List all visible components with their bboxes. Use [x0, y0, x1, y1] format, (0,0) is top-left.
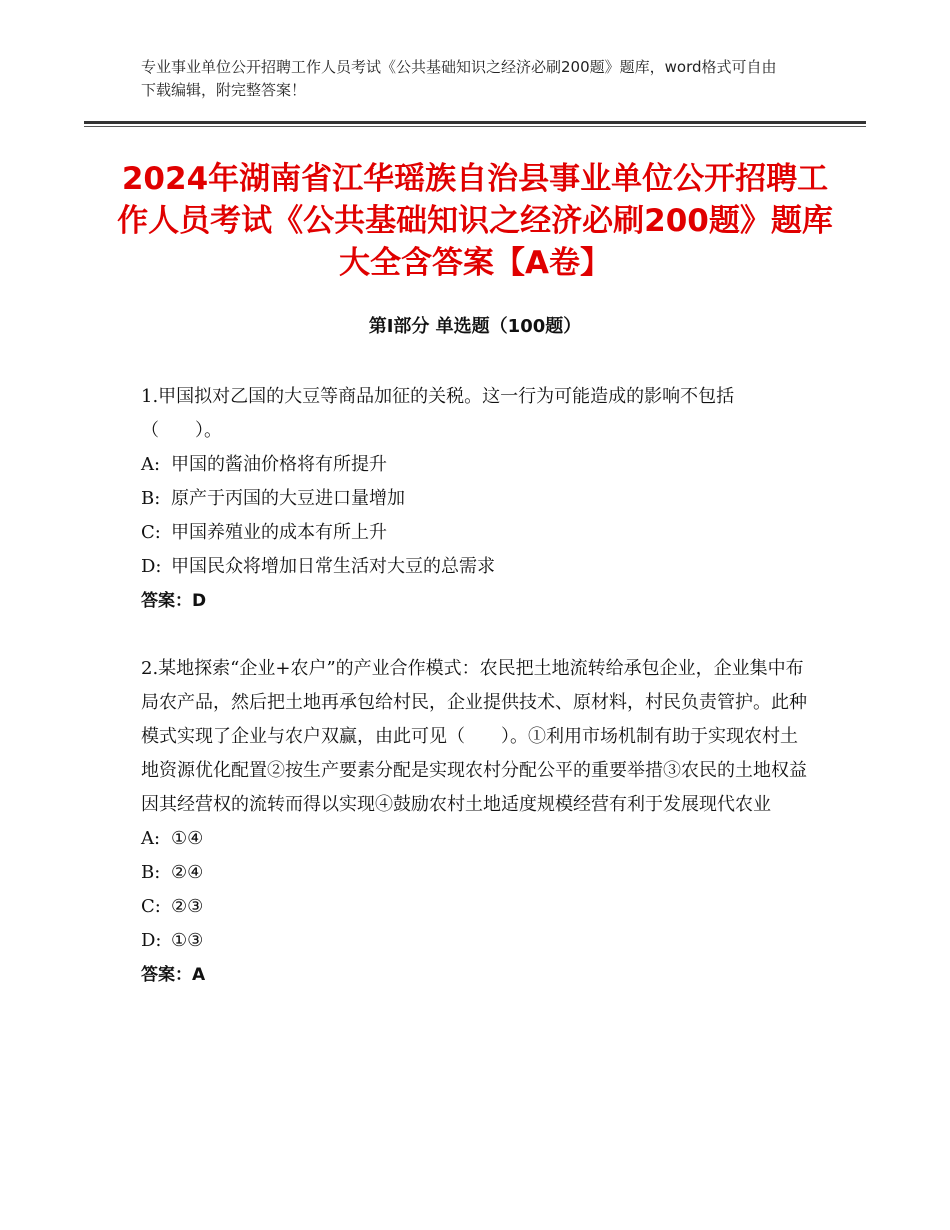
header-rule-thin: [84, 126, 866, 127]
question-2: [141, 652, 809, 992]
option-text: ①③: [171, 930, 204, 951]
question-stem: 1.甲国拟对乙国的大豆等商品加征的关税。这一行为可能造成的影响不包括（ ）。: [141, 386, 735, 441]
option-text: ②④: [171, 862, 204, 883]
question-1: [141, 380, 809, 618]
header-note: 专业事业单位公开招聘工作人员考试《公共基础知识之经济必刷200题》题库，word格式可自由下载编辑，附完整答案！: [141, 58, 777, 99]
option-c: [141, 516, 809, 550]
document-title: 2024年湖南省江华瑶族自治县事业单位公开招聘工作人员考试《公共基础知识之经济必刷200题》题库大全含答案【A卷】: [117, 161, 833, 281]
option-letter: D:: [141, 556, 162, 577]
option-text: 原产于丙国的大豆进口量增加: [171, 488, 405, 509]
option-b: [141, 482, 809, 516]
question-stem: 2.某地探索“企业+农户”的产业合作模式：农民把土地流转给承包企业，企业集中布局农产品，然后把土地再承包给村民，企业提供技术、原材料，村民负责管护。此种模式实现了企业与农户双赢，由此可见（ ）。①利用市场机制有助于实现农村土地资源优化配置②按生产要素分配是实现农村分配公平的重要举措③农民的土地权益因其经营权的流转而得以实现④鼓励农村土地适度规模经营有利于发展现代农业: [141, 658, 807, 815]
option-letter: C:: [141, 896, 161, 917]
option-b: [141, 856, 809, 890]
option-letter: C:: [141, 522, 161, 543]
option-text: ②③: [171, 896, 204, 917]
option-d: [141, 550, 809, 584]
option-letter: D:: [141, 930, 162, 951]
option-a: [141, 822, 809, 856]
answer-line: 答案：A: [141, 965, 206, 985]
section-heading: 第Ⅰ部分 单选题（100题）: [368, 316, 582, 337]
option-c: [141, 890, 809, 924]
option-letter: A:: [141, 828, 161, 849]
header-rule: [84, 121, 866, 124]
option-a: [141, 448, 809, 482]
option-text: ①④: [171, 828, 204, 849]
option-text: 甲国民众将增加日常生活对大豆的总需求: [171, 556, 495, 577]
option-d: [141, 924, 809, 958]
option-text: 甲国养殖业的成本有所上升: [171, 522, 387, 543]
option-text: 甲国的酱油价格将有所提升: [171, 454, 387, 475]
answer-line: 答案：D: [141, 591, 207, 611]
option-letter: B:: [141, 862, 161, 883]
option-letter: A:: [141, 454, 161, 475]
option-letter: B:: [141, 488, 161, 509]
